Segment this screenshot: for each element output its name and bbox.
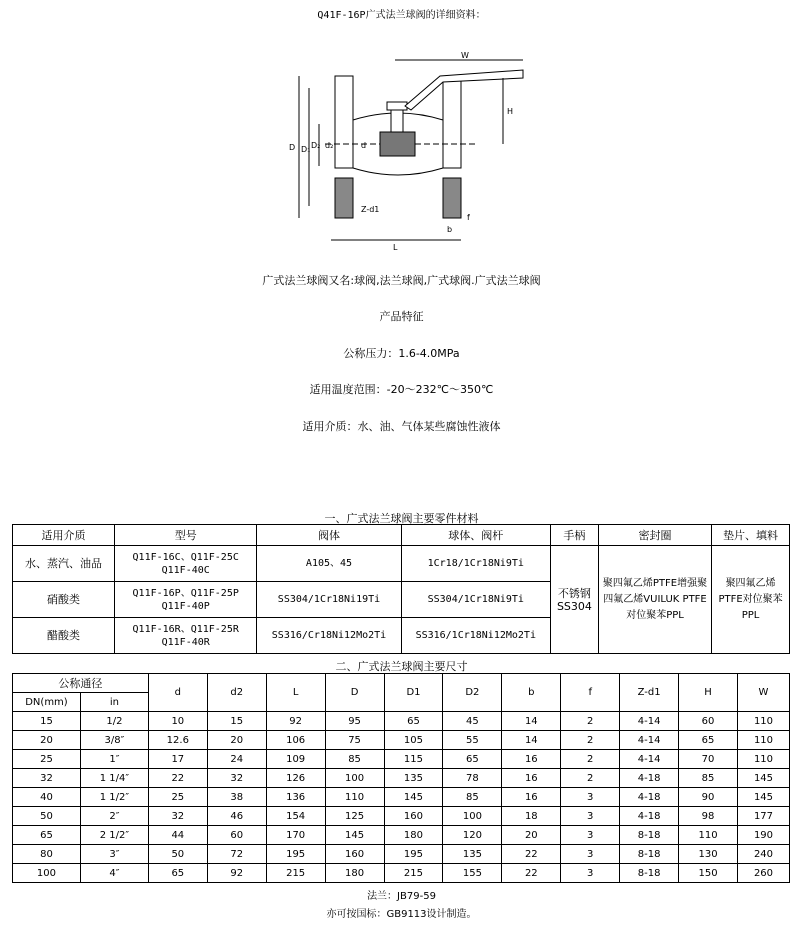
dimension-cell: 110: [679, 826, 738, 845]
label-f: f: [467, 213, 470, 222]
header-d1: D1: [384, 674, 443, 712]
dimension-cell: 65: [384, 712, 443, 731]
dimension-cell: 8-18: [620, 826, 679, 845]
row-medium: 水、蒸汽、油品: [13, 546, 115, 582]
row-model: Q11F-16R、Q11F-25R Q11F-40R: [115, 618, 257, 654]
dimension-cell: 2 1/2″: [80, 826, 148, 845]
dimension-cell: 65: [13, 826, 81, 845]
dimension-cell: 3: [561, 864, 620, 883]
dimension-cell: 4-18: [620, 788, 679, 807]
dimension-cell: 110: [737, 712, 789, 731]
dimensions-header-row: [13, 674, 790, 693]
features-heading: 产品特征: [379, 310, 424, 323]
dimension-cell: 80: [13, 845, 81, 864]
dimension-cell: 3: [561, 807, 620, 826]
dimension-cell: 22: [502, 864, 561, 883]
dimensions-row: [13, 845, 790, 864]
header-handle: 手柄: [550, 525, 598, 546]
dimension-cell: 95: [325, 712, 384, 731]
flange-note: 法兰：JB79-59: [367, 891, 436, 902]
label-z-d1: Z-d1: [361, 205, 380, 214]
dimension-cell: 8-18: [620, 864, 679, 883]
dimension-cell: 215: [266, 864, 325, 883]
dimension-cell: 15: [207, 712, 266, 731]
dimension-cell: 3: [561, 826, 620, 845]
row-ball: SS316/1Cr18Ni12Mo2Ti: [401, 618, 550, 654]
dimension-cell: 15: [13, 712, 81, 731]
label-h: H: [507, 107, 514, 116]
seal-material: 聚四氟乙烯PTFE增强聚四氟乙烯VUILUK PTFE对位聚苯PPL: [598, 546, 711, 654]
dimension-cell: 3/8″: [80, 731, 148, 750]
dimension-cell: 72: [207, 845, 266, 864]
dimension-cell: 115: [384, 750, 443, 769]
dimension-cell: 177: [737, 807, 789, 826]
valve-drawing: [265, 48, 535, 258]
label-small-d: d: [361, 141, 367, 150]
dimension-cell: 90: [679, 788, 738, 807]
pressure-text: 公称压力：1.6-4.0MPa: [343, 347, 460, 360]
dimension-cell: 50: [13, 807, 81, 826]
dimension-cell: 215: [384, 864, 443, 883]
dimension-cell: 170: [266, 826, 325, 845]
dimension-cell: 195: [266, 845, 325, 864]
label-d: D: [289, 143, 296, 152]
dimension-cell: 25: [148, 788, 207, 807]
dimension-cell: 44: [148, 826, 207, 845]
dimension-cell: 46: [207, 807, 266, 826]
dimension-cell: 105: [384, 731, 443, 750]
dimension-cell: 4″: [80, 864, 148, 883]
dimensions-body: [13, 712, 790, 883]
header-w: W: [737, 674, 789, 712]
standard-note: 亦可按国标：GB9113设计制造。: [326, 909, 477, 920]
in-label: in: [80, 693, 148, 712]
dimension-cell: 55: [443, 731, 502, 750]
header-big-d: D: [325, 674, 384, 712]
dimensions-title: 二、广式法兰球阀主要尺寸: [335, 660, 468, 673]
dimensions-row: [13, 788, 790, 807]
dimensions-row: [13, 807, 790, 826]
dimension-cell: 45: [443, 712, 502, 731]
dimension-cell: 20: [502, 826, 561, 845]
dimensions-row: [13, 864, 790, 883]
dimension-cell: 110: [737, 731, 789, 750]
dimension-cell: 3: [561, 845, 620, 864]
dimension-cell: 70: [679, 750, 738, 769]
dimension-cell: 38: [207, 788, 266, 807]
dimension-cell: 1 1/2″: [80, 788, 148, 807]
dimension-cell: 40: [13, 788, 81, 807]
dimension-cell: 85: [443, 788, 502, 807]
dimensions-row: [13, 826, 790, 845]
dimension-cell: 1″: [80, 750, 148, 769]
header-f: f: [561, 674, 620, 712]
dimension-cell: 2: [561, 750, 620, 769]
dimension-cell: 100: [443, 807, 502, 826]
dimension-cell: 92: [207, 864, 266, 883]
row-body: SS304/1Cr18Ni19Ti: [257, 582, 401, 618]
gasket-material: 聚四氟乙烯PTFE对位聚苯PPL: [712, 546, 790, 654]
row-ball: 1Cr18/1Cr18Ni9Ti: [401, 546, 550, 582]
dimension-cell: 150: [679, 864, 738, 883]
dimension-cell: 135: [384, 769, 443, 788]
dimension-cell: 14: [502, 712, 561, 731]
dimension-cell: 85: [325, 750, 384, 769]
header-d: d: [148, 674, 207, 712]
dimension-cell: 65: [148, 864, 207, 883]
dimension-cell: 190: [737, 826, 789, 845]
dimension-cell: 4-18: [620, 769, 679, 788]
dimension-cell: 25: [13, 750, 81, 769]
dimension-cell: 85: [679, 769, 738, 788]
dimension-cell: 32: [13, 769, 81, 788]
dimension-cell: 24: [207, 750, 266, 769]
dimension-cell: 78: [443, 769, 502, 788]
dimension-cell: 65: [443, 750, 502, 769]
dn-label: DN(mm): [13, 693, 81, 712]
dimension-cell: 240: [737, 845, 789, 864]
dimension-cell: 180: [325, 864, 384, 883]
dimension-cell: 92: [266, 712, 325, 731]
dimension-cell: 98: [679, 807, 738, 826]
dimension-cell: 4-14: [620, 750, 679, 769]
dimension-cell: 260: [737, 864, 789, 883]
row-medium: 醋酸类: [13, 618, 115, 654]
dimension-cell: 145: [737, 769, 789, 788]
header-model: 型号: [115, 525, 257, 546]
dimension-cell: 16: [502, 788, 561, 807]
label-small-d2: d₂: [325, 141, 334, 150]
dimension-cell: 120: [443, 826, 502, 845]
dimension-cell: 14: [502, 731, 561, 750]
dimension-cell: 154: [266, 807, 325, 826]
dimension-cell: 145: [384, 788, 443, 807]
dimension-cell: 3″: [80, 845, 148, 864]
label-d1: D₁: [301, 145, 311, 154]
dimension-cell: 195: [384, 845, 443, 864]
header-b: b: [502, 674, 561, 712]
dimension-cell: 2: [561, 769, 620, 788]
dimension-cell: 12.6: [148, 731, 207, 750]
dimension-cell: 2: [561, 712, 620, 731]
label-w: W: [461, 51, 469, 60]
dimension-cell: 60: [207, 826, 266, 845]
dimension-cell: 160: [325, 845, 384, 864]
materials-title: 一、广式法兰球阀主要零件材料: [324, 512, 479, 525]
dimension-cell: 50: [148, 845, 207, 864]
materials-header-row: [13, 525, 790, 546]
dimension-cell: 1/2: [80, 712, 148, 731]
header-big-d2: D2: [443, 674, 502, 712]
header-d2: d2: [207, 674, 266, 712]
dimension-cell: 125: [325, 807, 384, 826]
header-l: L: [266, 674, 325, 712]
dimension-cell: 160: [384, 807, 443, 826]
dimension-cell: 32: [207, 769, 266, 788]
materials-row: [13, 546, 790, 582]
dimension-cell: 22: [148, 769, 207, 788]
dimension-cell: 60: [679, 712, 738, 731]
dimensions-table: [12, 673, 790, 883]
dimension-cell: 110: [737, 750, 789, 769]
dimension-cell: 106: [266, 731, 325, 750]
dimension-cell: 16: [502, 750, 561, 769]
dimension-cell: 16: [502, 769, 561, 788]
row-body: A105、45: [257, 546, 401, 582]
header-h: H: [679, 674, 738, 712]
row-model: Q11F-16P、Q11F-25P Q11F-40P: [115, 582, 257, 618]
dimension-cell: 22: [502, 845, 561, 864]
row-medium: 硝酸类: [13, 582, 115, 618]
dimension-cell: 110: [325, 788, 384, 807]
label-b: b: [447, 225, 453, 234]
header-medium: 适用介质: [13, 525, 115, 546]
row-model: Q11F-16C、Q11F-25C Q11F-40C: [115, 546, 257, 582]
alias-text: 广式法兰球阀又名:球阀,法兰球阀,广式球阀.广式法兰球阀: [262, 274, 541, 287]
dimension-cell: 136: [266, 788, 325, 807]
dimension-cell: 135: [443, 845, 502, 864]
label-d2-outer: D₂: [311, 141, 321, 150]
dimension-cell: 145: [325, 826, 384, 845]
label-l: L: [393, 243, 398, 252]
handle-material: 不锈钢SS304: [550, 546, 598, 654]
dimension-cell: 4-14: [620, 712, 679, 731]
header-gasket: 垫片、填料: [712, 525, 790, 546]
dimension-cell: 20: [207, 731, 266, 750]
medium-text: 适用介质：水、油、气体某些腐蚀性液体: [302, 420, 501, 433]
header-seal: 密封圈: [598, 525, 711, 546]
dimension-cell: 100: [325, 769, 384, 788]
header-z-d1: Z-d1: [620, 674, 679, 712]
dimension-cell: 100: [13, 864, 81, 883]
dimension-cell: 17: [148, 750, 207, 769]
dimension-cell: 2″: [80, 807, 148, 826]
dimension-cell: 155: [443, 864, 502, 883]
temperature-text: 适用温度范围：-20～232℃～350℃: [309, 383, 494, 396]
dimension-cell: 145: [737, 788, 789, 807]
row-ball: SS304/1Cr18Ni9Ti: [401, 582, 550, 618]
dimension-cell: 130: [679, 845, 738, 864]
dimension-cell: 1 1/4″: [80, 769, 148, 788]
dimensions-row: [13, 712, 790, 731]
dimension-cell: 109: [266, 750, 325, 769]
dimension-cell: 10: [148, 712, 207, 731]
document-title: Q41F-16P广式法兰球阀的详细资料：: [317, 10, 486, 21]
dimension-cell: 4-14: [620, 731, 679, 750]
dimension-cell: 126: [266, 769, 325, 788]
dimension-cell: 18: [502, 807, 561, 826]
dimension-cell: 2: [561, 731, 620, 750]
dimensions-row: [13, 769, 790, 788]
dimension-cell: 75: [325, 731, 384, 750]
row-body: SS316/Cr18Ni12Mo2Ti: [257, 618, 401, 654]
dimension-cell: 32: [148, 807, 207, 826]
dimension-cell: 65: [679, 731, 738, 750]
dimensions-row: [13, 750, 790, 769]
dimension-cell: 180: [384, 826, 443, 845]
dimension-cell: 3: [561, 788, 620, 807]
dimension-cell: 20: [13, 731, 81, 750]
dimension-cell: 8-18: [620, 845, 679, 864]
header-ball-stem: 球体、阀杆: [401, 525, 550, 546]
dimension-cell: 4-18: [620, 807, 679, 826]
dimensions-row: [13, 731, 790, 750]
materials-table: [12, 524, 790, 654]
header-body: 阀体: [257, 525, 401, 546]
nominal-diameter-label: 公称通径: [13, 674, 149, 693]
